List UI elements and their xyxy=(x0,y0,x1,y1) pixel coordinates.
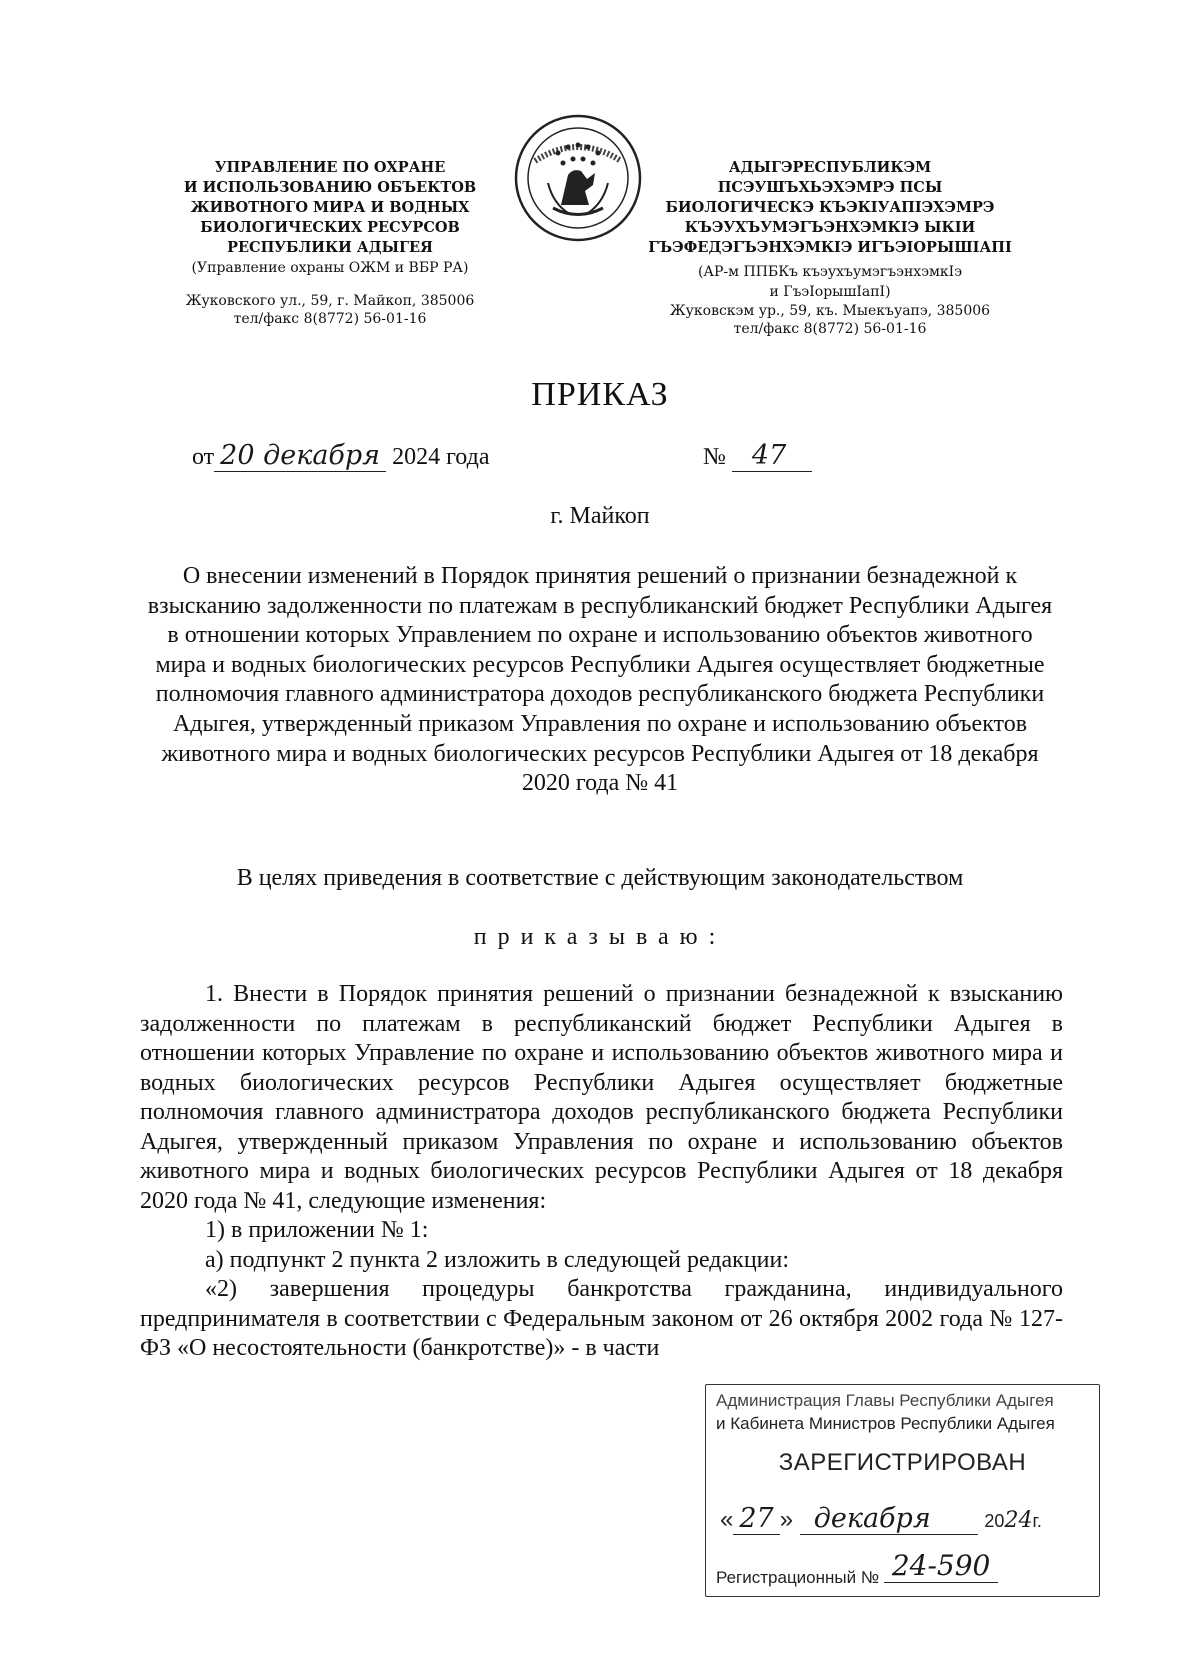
org-name-line: РЕСПУБЛИКИ АДЫГЕЯ xyxy=(227,239,433,256)
paragraph: а) подпункт 2 пункта 2 изложить в следующей редакции: xyxy=(205,1246,790,1273)
stamp-authority-line: и Кабинета Министров Республики Адыгея xyxy=(716,1414,1055,1433)
handwritten-date: 20 декабря xyxy=(214,440,386,472)
stamp-date-month: декабря xyxy=(800,1503,978,1535)
org-phone: тел/факс 8(8772) 56-01-16 xyxy=(733,321,927,337)
number-label: № xyxy=(703,444,726,470)
org-name-line: АДЫГЭРЕСПУБЛИКЭМ xyxy=(728,159,932,176)
org-name-line: БИОЛОГИЧЕСКИХ РЕСУРСОВ xyxy=(200,219,460,236)
stamp-quote-close: » xyxy=(779,1506,794,1533)
org-address: Жуковского ул., 59, г. Майкоп, 385006 xyxy=(185,293,475,309)
stamp-year-suffix: г. xyxy=(1032,1511,1042,1531)
stamp-registration xyxy=(716,1549,998,1591)
city: г. Майкоп xyxy=(550,503,650,529)
stamp-status: ЗАРЕГИСТРИРОВАН xyxy=(778,1449,1027,1476)
org-phone: тел/факс 8(8772) 56-01-16 xyxy=(233,311,427,327)
paragraph: 1. Внести в Порядок принятия решений о признании безнадежной к взысканию задолженности по платежам в республиканский бюджет Республики Адыгея в отношении которых Управление по охране и использованию объектов животного мира и водных биологических ресурсов Республики Адыгея осуществляет бюджетные полномочия главного администратора доходов республиканского бюджета Республики Адыгея, утвержденный приказом Управления по охране и использованию объектов животного мира и водных биологических ресурсов Республики Адыгея от 18 декабря 2020 года № 41, следующие изменения: xyxy=(140,981,1063,1214)
org-name-line: ГЪЭФЕДЭГЪЭНХЭМКIЭ ИГЪЭIОРЫШIАПI xyxy=(648,239,1012,256)
stamp-authority-line: Администрация Главы Республики Адыгея xyxy=(716,1391,1054,1410)
number-line xyxy=(703,440,812,472)
stamp-reg-label: Регистрационный № xyxy=(716,1568,880,1587)
org-header-left xyxy=(130,158,530,328)
org-short-name: и ГъэIорышIапI) xyxy=(769,284,891,300)
org-short-name: (Управление охраны ОЖМ и ВБР РА) xyxy=(191,260,469,276)
org-address: Жуковскэм ур., 59, къ. Мыекъуапэ, 385006 xyxy=(669,303,991,319)
stamp-reg-number: 24-590 xyxy=(884,1549,999,1583)
stamp-year-prefix: 20 xyxy=(984,1511,1005,1531)
document-subject: О внесении изменений в Порядок принятия решений о признании безнадежной к взысканию задолженности по платежам в республиканский бюджет Республики Адыгея в отношении которых Управлением по охране и использованию объектов животного мира и водных биологических ресурсов Республики Адыгея осуществляет бюджетные полномочия главного администратора доходов республиканского бюджета Республики Адыгея, утвержденный приказом Управления по охране и использованию объектов животного мира и водных биологических ресурсов Республики Адыгея от 18 декабря 2020 года № 41 xyxy=(147,563,1053,797)
stamp-quote-open: « xyxy=(720,1506,734,1533)
purpose-statement: В целях приведения в соответствие с действующим законодательством xyxy=(236,865,964,891)
org-header-right xyxy=(630,158,1030,338)
order-word: приказываю: xyxy=(473,924,727,950)
org-short-name: (АР-м ППБКъ къэухъумэгъэнхэмкIэ xyxy=(697,264,963,280)
stamp-date-day: 27 xyxy=(733,1503,779,1535)
paragraph: 1) в приложении № 1: xyxy=(205,1217,429,1243)
org-name-line: УПРАВЛЕНИЕ ПО ОХРАНЕ xyxy=(214,159,446,176)
org-name-line: И ИСПОЛЬЗОВАНИЮ ОБЪЕКТОВ xyxy=(183,179,477,196)
org-name-line: КЪЭУХЪУМЭГЪЭНХЭМКIЭ ЫКIИ xyxy=(684,219,976,236)
document-title: ПРИКАЗ xyxy=(531,376,669,413)
stamp-date-year: 24 xyxy=(1004,1508,1033,1533)
org-name-line: ЖИВОТНОГО МИРА И ВОДНЫХ xyxy=(190,199,470,216)
org-name-line: БИОЛОГИЧЕСКЭ КЪЭКIУАПIЭХЭМРЭ xyxy=(665,199,995,216)
registration-stamp xyxy=(705,1384,1100,1597)
org-name-line: ПСЭУШЪХЬЭХЭМРЭ ПСЫ xyxy=(717,179,943,196)
paragraph: «2) завершения процедуры банкротства гражданина, индивидуального предпринимателя в соответствии с Федеральным законом от 26 октября 2002 года № 127-ФЗ «О несостоятельности (банкротстве)» - в части xyxy=(140,1276,1063,1361)
stamp-date xyxy=(720,1503,1042,1535)
date-line xyxy=(192,440,489,472)
date-suffix: 2024 года xyxy=(392,444,490,470)
coat-of-arms-icon xyxy=(513,113,643,243)
handwritten-number: 47 xyxy=(732,440,812,472)
date-prefix: от xyxy=(192,444,215,470)
document-body xyxy=(140,980,1063,1364)
